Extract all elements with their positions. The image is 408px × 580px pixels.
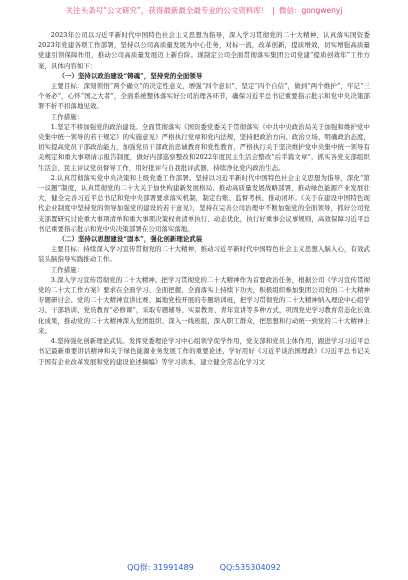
header-separator: | — [272, 6, 275, 15]
footer-qq-group: QQ群: 31991489 — [127, 563, 194, 572]
header-wechat-text: 微信：gongwenyj — [278, 6, 343, 15]
paragraph: 2023年公司以习近平新时代中国特色社会主义思想为指导，深入学习贯彻党的二十大精神，认真落实国资委2023年党建各项工作部署，坚持以公司高质量发展为中心任务，对标一流，改革创新，提质增效，切实增强高质量党建引领保障作用，推动公司高质量发展迈上新台阶。现制定公司全面贯彻落实集团公司党建“提质创效年”工作方案，具体内容如下： — [38, 31, 370, 70]
paragraph: 4.坚持强化创新理论武装。发挥党委理论学习中心组领学促学作用，党支部和党员主体作用，跟进学习习近平总书记最新重要讲话精神和关于绿色能源业务发展工作的重要论述，学好用好《习近平谈治国理政》《习近平总书记关于国有企业改革发展和党的建设论述摘编》等学习读本，建立健全常态化学习文 — [38, 337, 370, 366]
paragraph: 主要目标：持续深入学习宣传贯彻党的二十大精神，推动习近平新时代中国特色社会主义思想入脑入心，有效武装头脑指导实践推动工作。 — [38, 245, 370, 264]
paragraph: 3.深入学习宣传贯彻党的二十大精神。把学习贯彻党的二十大精神作为首要政治任务，根据公司《学习宣传贯彻党的二十大工作方案》要求在全面学习、全面把握、全面落实上持续下功夫，积极组织参加集团公司党的二十大精神专题研讨会、党的二十大精神宣讲比赛、属地党校开展的专题培训班，把学习贯彻党的二十大精神纳入理论中心组学习、干部培训、党员教育“必修课”，采取专题辅导、实景教育、青年宣讲等多种方式，巩固党史学习教育常态化长效化成果，推动党的二十大精神深入党团组织、深入一线班组，深入职工群众，把思想和行动统一到党的二十大精神上来。 — [38, 275, 370, 335]
footer-qq: QQ:535304092 — [219, 563, 281, 572]
paragraph: 1.坚定不移加强党的政治建设。全面贯彻落实《国资委党委关于贯彻落实《中共中央政治局关于加强和维护党中央集中统一领导的若干规定》的实施意见》严格执行党章和党内法规，坚持把政治方向、政治立场、明确政治态度，切实提高党员干部政治能力，加强党员干部政治忠诚教育和党性教育，严格执行关于坚决维护党中央集中统一领导有关规定和重大事项请示报告制度，做好内部巡察整改和2022年度民主生活会整改“后半篇文章”，抓实各党支部组织生活会、民主评议党员督导工作，用好批评与自我批评武器，持续净化党内政治生态。 — [38, 122, 370, 172]
subheading: 工作措施： — [50, 112, 84, 121]
header-promo-text: 关注头条号“公文研究”，获得最新最全最专业的公文资料库！ — [65, 6, 269, 15]
footer-contact — [0, 562, 408, 573]
subheading: 工作措施： — [50, 265, 84, 274]
paragraph: 2.认真贯彻落实党中央决策和上级党委工作部署。坚持以习近平新时代中国特色社会主义思想为指导，深化“第一议题”制度，认真贯彻党的二十大关于加快构建新发展格局、推动高质量发展战略部署，推动绿色能源产业发展壮大，健全完善习近平总书记和党中央部署要求落实机制，制定台账、监督考核、推动闭环。《关于在建设中国特色现代企业制度中坚持党的领导加强党的建设的若干意见》，坚持在完善公司治理中不断加强党的全面领导，抓好公司党支部置研究讨论重大事项清单和重大事项决策权责清单执行、动态优化，执行好重事会议事规则，高效保障习近平总书记重要指示批示和党中央决策部署在公司落实落地。 — [38, 173, 370, 233]
section-heading: （二）坚持以思想建设“固本”，强化创新理论武装 — [58, 235, 203, 244]
document-body — [38, 30, 370, 367]
paragraph: 主要目标：深刻领悟“两个确立”的决定性意义，增强“四个意识”，坚定“四个自信”，做到“两个维护”，牢记“三个务必”，心怀“国之大者”，全面系统整体落实好公司治理各环节，确保习近平总书记重要指示批示和党中央决策部署不折不扣落地见效。 — [38, 82, 370, 111]
header-banner — [0, 6, 408, 16]
section-heading: （一）坚持以政治建设“铸魂”，坚持党的全面领导 — [58, 71, 203, 80]
